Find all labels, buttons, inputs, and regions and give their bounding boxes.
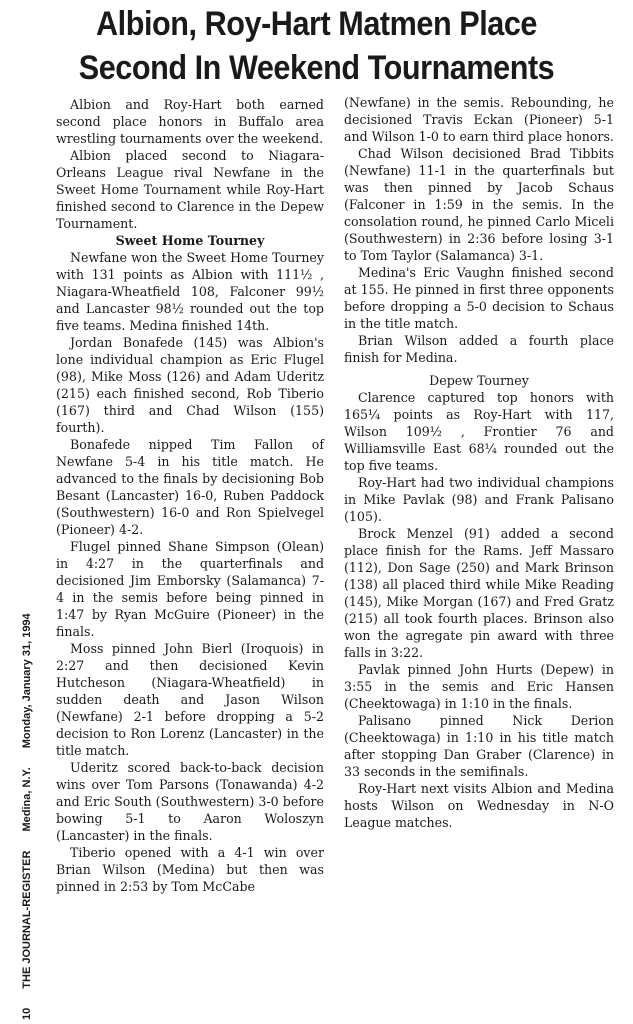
paragraph: Medina's Eric Vaughn finished second at 155. He pinned in first three opponents before dropping a 5-0 decision to Schaus in the title match. (344, 265, 614, 331)
article-column-right (344, 94, 614, 831)
dateline-date: Monday, January 31, 1994 (21, 613, 33, 749)
dateline-place: Medina, N.Y. (21, 767, 33, 832)
page-number: 10 (21, 1007, 33, 1020)
paragraph: Albion placed second to Niagara-Orleans League rival Newfane in the Sweet Home Tournament while Roy-Hart finished second to Clarence in the Depew Tournament. (56, 148, 324, 231)
paper-name: THE JOURNAL-REGISTER (21, 850, 33, 989)
paragraph: Tiberio opened with a 4-1 win over Brian Wilson (Medina) but then was pinned in 2:53 by Tom McCabe (56, 845, 324, 894)
paragraph: Flugel pinned Shane Simpson (Olean) in 4:27 in the quarterfinals and decisioned Jim Emborsky (Salamanca) 7-4 in the semis before being pinned in 1:47 by Ryan McGuire (Pioneer) in the finals. (56, 539, 324, 639)
headline-line-1: Albion, Roy-Hart Matmen Place (96, 5, 537, 43)
paragraph: Palisano pinned Nick Derion (Cheektowaga) in 1:10 in his title match after stopping Dan Graber (Clarence) in 33 seconds in the semifinals. (344, 713, 614, 779)
article-column-left (56, 96, 324, 895)
paragraph: Albion and Roy-Hart both earned second place honors in Buffalo area wrestling tournaments over the weekend. (56, 97, 324, 146)
paragraph: Pavlak pinned John Hurts (Depew) in 3:55 in the semis and Eric Hansen (Cheektowaga) in 1:10 in the finals. (344, 662, 614, 711)
paragraph: Roy-Hart had two individual champions in Mike Pavlak (98) and Frank Palisano (105). (344, 475, 614, 524)
headline-line-2: Second In Weekend Tournaments (78, 49, 555, 87)
masthead-strip (20, 20, 34, 1020)
headline (32, 2, 602, 90)
paragraph: Roy-Hart next visits Albion and Medina hosts Wilson on Wednesday in N-O League matches. (344, 781, 614, 830)
paragraph: Uderitz scored back-to-back decision wins over Tom Parsons (Tonawanda) 4-2 and Eric South (Southwestern) 3-0 before bowing 5-1 to Aaron Woloszyn (Lancaster) in the finals. (56, 760, 324, 843)
subheading-depew: Depew Tourney (429, 373, 529, 388)
paragraph: Brian Wilson added a fourth place finish for Medina. (344, 333, 614, 365)
paragraph: Chad Wilson decisioned Brad Tibbits (Newfane) 11-1 in the quarterfinals but was then pinned by Jacob Schaus (Falconer in 1:59 in the semis. In the consolation round, he pinned Carlo Miceli (Southwestern) in 2:36 before losing 3-1 to Tom Taylor (Salamanca) 3-1. (344, 146, 614, 263)
paragraph: Jordan Bonafede (145) was Albion's lone individual champion as Eric Flugel (98), Mike Moss (126) and Adam Uderitz (215) each finished second, Rob Tiberio (167) third and Chad Wilson (155) fourth). (56, 335, 324, 435)
paragraph: Bonafede nipped Tim Fallon of Newfane 5-4 in his title match. He advanced to the finals by decisioning Bob Besant (Lancaster) 16-0, Ruben Paddock (Southwestern) 16-0 and Ron Spielvegel (Pioneer) 4-2. (56, 437, 324, 537)
subheading-sweet-home: Sweet Home Tourney (115, 233, 265, 248)
paragraph: (Newfane) in the semis. Rebounding, he decisioned Travis Eckan (Pioneer) 5-1 and Wilson 1-0 to earn third place honors. (344, 95, 614, 144)
paragraph: Brock Menzel (91) added a second place finish for the Rams. Jeff Massaro (112), Don Sage (250) and Mark Brinson (138) all placed third while Mike Reading (145), Mike Morgan (167) and Fred Gratz (215) all took fourth places. Brinson also won the agregate pin award with three falls in 3:22. (344, 526, 614, 660)
paragraph: Clarence captured top honors with 165¼ points as Roy-Hart with 117, Wilson 109½ , Frontier 76 and Williamsville East 68¼ rounded out the top five teams. (344, 390, 614, 473)
paragraph: Newfane won the Sweet Home Tourney with 131 points as Albion with 111½ , Niagara-Wheatfield 108, Falconer 99½ and Lancaster 98½ rounded out the top five teams. Medina finished 14th. (56, 250, 324, 333)
paragraph: Moss pinned John Bierl (Iroquois) in 2:27 and then decisioned Kevin Hutcheson (Niagara-Wheatfield) in sudden death and Jason Wilson (Newfane) 2-1 before dropping a 5-2 decision to Ron Lorenz (Lancaster) in the title match. (56, 641, 324, 758)
